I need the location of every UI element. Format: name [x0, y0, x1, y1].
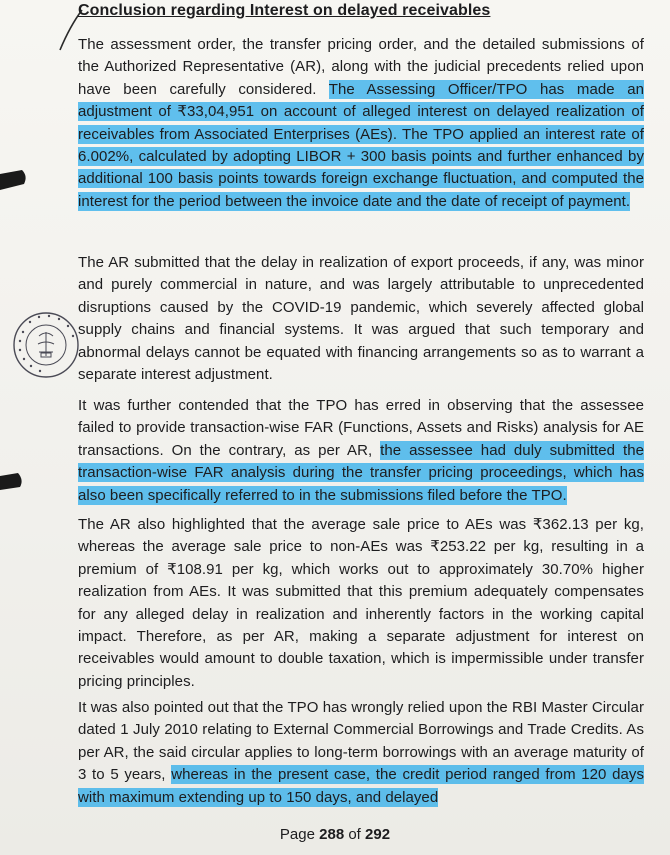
paragraph-5-text: It was also pointed out that the TPO has wrongly relied upon the RBI Master Circular dated 1 July 2010 relating to External Commercial Borrowings and Trade Credits. As per AR, the said circular applies to long-term borrowings with an average maturity of 3 to 5 years,: [78, 699, 644, 784]
page-footer: [0, 826, 670, 843]
paragraph-2: The AR submitted that the delay in realization of export proceeds, if any, was minor and purely commercial in nature, and was largely attributable to unprecedented disruptions caused by the COVID-19 pandemic, which severely affected global supply chains and financial systems. It was argued that such temporary and abnormal delays cannot be equated with financing arrangements so as to warrant a separate interest adjustment.: [78, 254, 644, 384]
paragraph-5: [78, 697, 644, 809]
binder-clip-icon: [0, 470, 26, 494]
page-of: of: [348, 826, 361, 843]
paragraph-3-highlight: the assessee had duly submitted the transaction-wise FAR analysis during the transfer pricing proceedings, which has also been specifically referred to in the submissions filed before the TPO.: [78, 441, 644, 504]
page-total: 292: [365, 826, 391, 843]
paragraph-1-highlight: The Assessing Officer/TPO has made an adjustment of ₹33,04,951 on account of alleged interest on delayed realization of receivables from Associated Enterprises (AEs). The TPO applied an interest rate of 6.002%, calculated by adopting LIBOR + 300 basis points and further enhanced by additional 100 basis points towards foreign exchange fluctuation, and computed the interest for the period between the invoice date and the date of receipt of payment.: [78, 80, 644, 210]
page-label: Page: [279, 826, 315, 843]
page-heading: Conclusion regarding Interest on delayed receivables: [78, 2, 491, 19]
paragraph-5-highlight: whereas in the present case, the credit period ranged from 120 days with maximum extending up to 150 days, and delayed: [78, 766, 644, 806]
binder-clip-icon: [0, 168, 30, 194]
paragraph-1: [78, 34, 644, 213]
official-seal-icon: [11, 310, 81, 380]
paragraph-3: [78, 395, 644, 507]
paragraph-3-text: It was further contended that the TPO has erred in observing that the assessee failed to provide transaction-wise FAR (Functions, Assets and Risks) analysis for AE transactions. On the contrary, as per AR,: [78, 397, 644, 459]
page-current: 288: [319, 826, 345, 843]
paragraph-4: The AR also highlighted that the average sale price to AEs was ₹362.13 per kg, whereas the average sale price to non-AEs was ₹253.22 per kg, resulting in a premium of ₹108.91 per kg, which works out to approximately 30.70% higher realization from AEs. It was submitted that this premium adequately compensates for any alleged delay in realization and inherently factors in the working capital impact. Therefore, as per AR, making a separate adjustment for interest on receivables would amount to double taxation, which is impermissible under transfer pricing principles.: [78, 516, 644, 690]
paragraph-1-text: The assessment order, the transfer pricing order, and the detailed submissions of the Authorized Representative (AR), along with the judicial precedents relied upon have been carefully considered.: [78, 36, 644, 98]
